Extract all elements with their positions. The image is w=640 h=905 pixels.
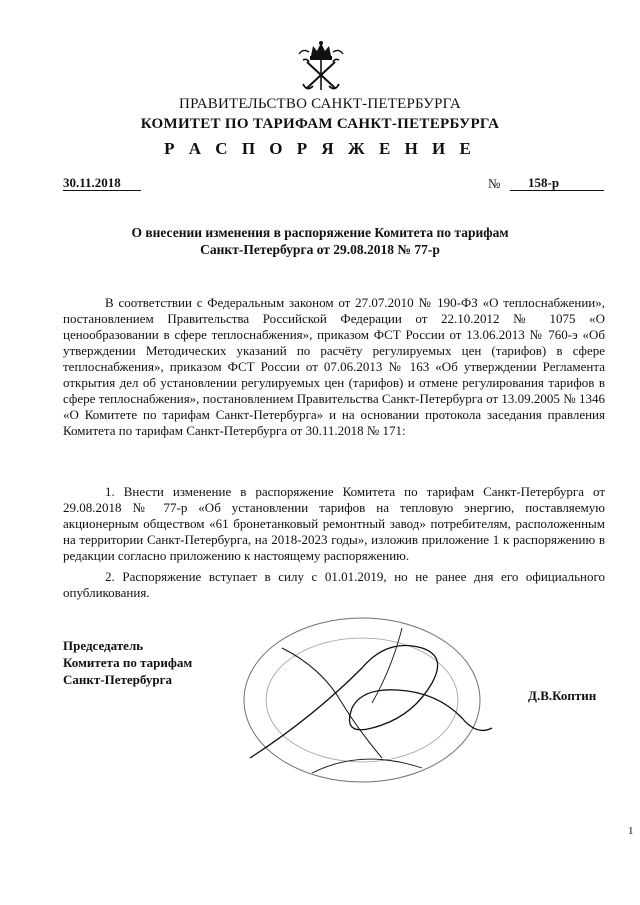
document-subject — [0, 224, 640, 258]
preamble-paragraph: В соответствии с Федеральным законом от 27.07.2010 № 190-ФЗ «О теплоснабжении», постановлением Правительства Российской Федерации от 22.10.2012 № 1075 «О ценообразовании в сфере теплоснабжения», приказом ФСТ России от 13.06.2013 № 760-э «Об утверждении Методических указаний по расчёту регулируемых цен (тарифов) в сфере теплоснабжения», приказом ФСТ России от 07.06.2013 № 163 «Об утверждении Регламента открытия дел об установлении регулируемых цен (тарифов) и отмене регулирования тарифов в сфере теплоснабжения», постановлением Правительства Санкт-Петербурга от 13.09.2005 № 1346 «О Комитете по тарифам Санкт-Петербурга» и на основании протокола заседания правления Комитета по тарифам Санкт-Петербурга от 30.11.2018 № 171: — [63, 295, 605, 438]
page-mark: 1 — [628, 825, 634, 837]
item-1-paragraph: 1. Внести изменение в распоряжение Комитета по тарифам Санкт-Петербурга от 29.08.2018 № 77-р «Об установлении тарифов на тепловую энергию, поставляемую акционерным обществом «61 бронетанковый ремонтный завод» потребителям, расположенным на территории Санкт-Петербурга, на 2018-2023 годы», изложив приложение 1 к распоряжению в редакции согласно приложению к настоящему распоряжению. — [63, 484, 605, 563]
item-2-paragraph: 2. Распоряжение вступает в силу с 01.01.2019, но не ранее дня его официального опубликования. — [63, 569, 605, 600]
committee-name: КОМИТЕТ ПО ТАРИФАМ САНКТ-ПЕТЕРБУРГА — [140, 116, 500, 132]
signatory-title-line-2: Комитета по тарифам — [63, 655, 193, 670]
document-number: 158-р — [510, 176, 604, 191]
subject-line-2: Санкт-Петербурга от 29.08.2018 № 77-р — [200, 242, 440, 257]
signatory-title-line-3: Санкт-Петербурга — [63, 672, 172, 687]
subject-line-1: О внесении изменения в распоряжение Комитета по тарифам — [131, 225, 509, 240]
number-label: № — [488, 176, 501, 191]
st-petersburg-emblem-icon — [293, 40, 349, 94]
signatory-title-line-1: Председатель — [63, 638, 144, 653]
signatory-name: Д.В.Коптин — [528, 688, 597, 703]
signatory-title — [63, 637, 192, 688]
document-type: Р А С П О Р Я Ж Е Н И Е — [164, 139, 476, 158]
handwritten-signature — [222, 608, 512, 793]
government-name: ПРАВИТЕЛЬСТВО САНКТ-ПЕТЕРБУРГА — [179, 96, 461, 112]
document-date: 30.11.2018 — [63, 176, 141, 191]
